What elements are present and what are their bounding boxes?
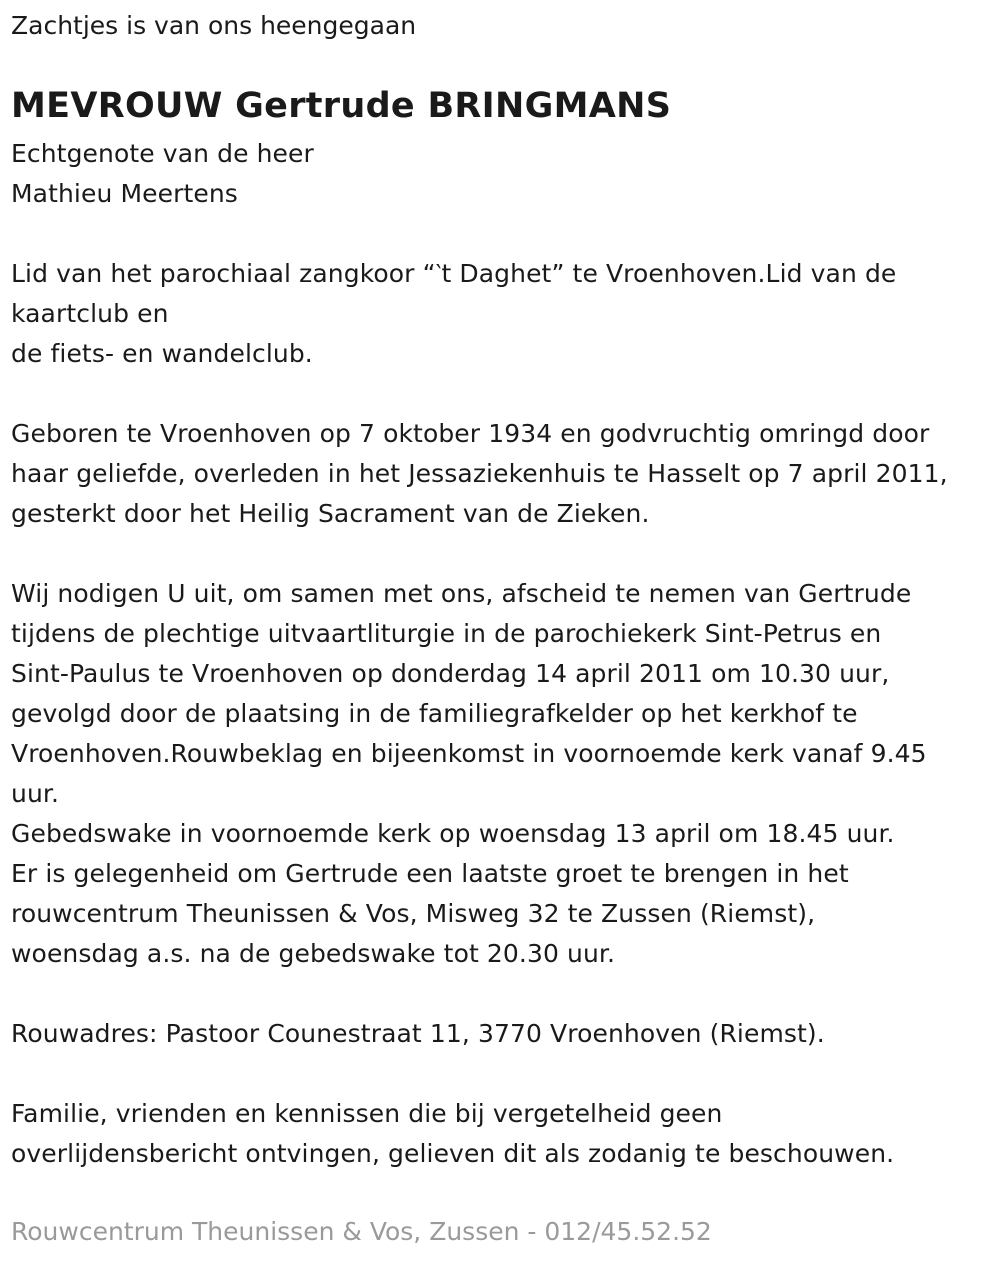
mourning-address: Rouwadres: Pastoor Counestraat 11, 3770 Vroenhoven (Riemst). (11, 1019, 825, 1048)
funeral-line: rouwcentrum Theunissen & Vos, Misweg 32 te Zussen (Riemst), (11, 899, 816, 928)
address-section (11, 1014, 825, 1054)
funeral-line: Gebedswake in voornoemde kerk op woensdag 13 april om 18.45 uur. (11, 819, 895, 848)
closing-line: overlijdensbericht ontvingen, gelieven dit als zodanig te beschouwen. (11, 1139, 895, 1168)
deceased-name: MEVROUW Gertrude BRINGMANS (11, 86, 672, 126)
spouse-line: Echtgenote van de heer (11, 139, 314, 168)
closing-line: Familie, vrienden en kennissen die bij vergetelheid geen (11, 1099, 723, 1128)
funeral-line: Er is gelegenheid om Gertrude een laatste groet te brengen in het (11, 859, 849, 888)
birth-death-section (11, 414, 948, 534)
membership-line: Lid van het parochiaal zangkoor “‵t Daghet” te Vroenhoven.Lid van de (11, 259, 897, 288)
spouse-section (11, 134, 314, 214)
membership-line: de fiets- en wandelclub. (11, 339, 313, 368)
birth-death-line: haar geliefde, overleden in het Jessaziekenhuis te Hasselt op 7 april 2011, (11, 459, 948, 488)
funeral-line: Vroenhoven.Rouwbeklag en bijeenkomst in voornoemde kerk vanaf 9.45 (11, 739, 927, 768)
funeral-line: Wij nodigen U uit, om samen met ons, afscheid te nemen van Gertrude (11, 579, 912, 608)
intro-text: Zachtjes is van ons heengegaan (11, 11, 417, 40)
membership-line: kaartclub en (11, 299, 169, 328)
funeral-line: tijdens de plechtige uitvaartliturgie in de parochiekerk Sint-Petrus en (11, 619, 882, 648)
spouse-line: Mathieu Meertens (11, 179, 238, 208)
funeral-home-footer: Rouwcentrum Theunissen & Vos, Zussen - 012/45.52.52 (11, 1217, 712, 1246)
closing-section (11, 1094, 894, 1174)
funeral-line: woensdag a.s. na de gebedswake tot 20.30 uur. (11, 939, 616, 968)
funeral-section (11, 574, 927, 974)
membership-section (11, 254, 896, 374)
funeral-line: Sint-Paulus te Vroenhoven op donderdag 14 april 2011 om 10.30 uur, (11, 659, 890, 688)
birth-death-line: gesterkt door het Heilig Sacrament van de Zieken. (11, 499, 650, 528)
birth-death-line: Geboren te Vroenhoven op 7 oktober 1934 en godvruchtig omringd door (11, 419, 930, 448)
funeral-line: gevolgd door de plaatsing in de familiegrafkelder op het kerkhof te (11, 699, 858, 728)
funeral-line: uur. (11, 779, 60, 808)
